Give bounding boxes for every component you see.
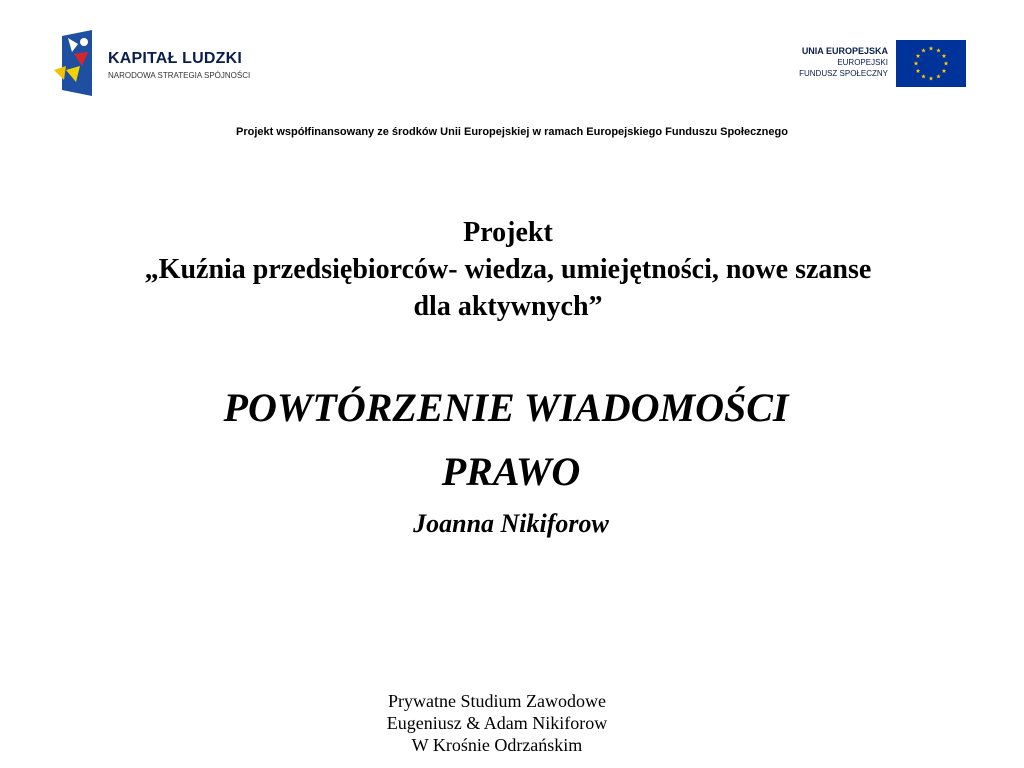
kapital-ludzki-title: KAPITAŁ LUDZKI [108, 50, 243, 67]
footer-line1: Prywatne Studium Zawodowe [388, 691, 606, 711]
project-name-line1: „Kuźnia przedsiębiorców- wiedza, umiejętności, nowe szanse [144, 254, 872, 285]
funding-note: Projekt współfinansowany ze środków Unii Europejskiej w ramach Europejskiego Funduszu Społecznego [236, 126, 788, 138]
eu-logo [770, 40, 970, 90]
slide-title: POWTÓRZENIE WIADOMOŚCI [223, 385, 789, 430]
eu-logo-line3: FUNDUSZ SPOŁECZNY [799, 69, 888, 78]
eu-logo-line2: EUROPEJSKI [837, 58, 888, 67]
kapital-ludzki-mark-icon [54, 30, 94, 96]
slide-subject: PRAWO [441, 449, 581, 494]
project-name-line2: dla aktywnych” [413, 291, 603, 322]
eu-flag-icon [896, 40, 966, 87]
kapital-ludzki-logo [54, 30, 274, 98]
slide-author: Joanna Nikiforow [413, 509, 609, 538]
project-heading [0, 214, 1016, 325]
eu-logo-line1: UNIA EUROPEJSKA [801, 46, 888, 56]
footer-line3: W Krośnie Odrzańskim [411, 735, 583, 755]
footer-line2: Eugeniusz & Adam Nikiforow [386, 713, 608, 733]
institution-footer [0, 690, 994, 756]
eu-logo-text [799, 46, 888, 79]
project-label: Projekt [463, 217, 553, 248]
kapital-ludzki-subtitle: NARODOWA STRATEGIA SPÓJNOŚCI [108, 71, 251, 80]
